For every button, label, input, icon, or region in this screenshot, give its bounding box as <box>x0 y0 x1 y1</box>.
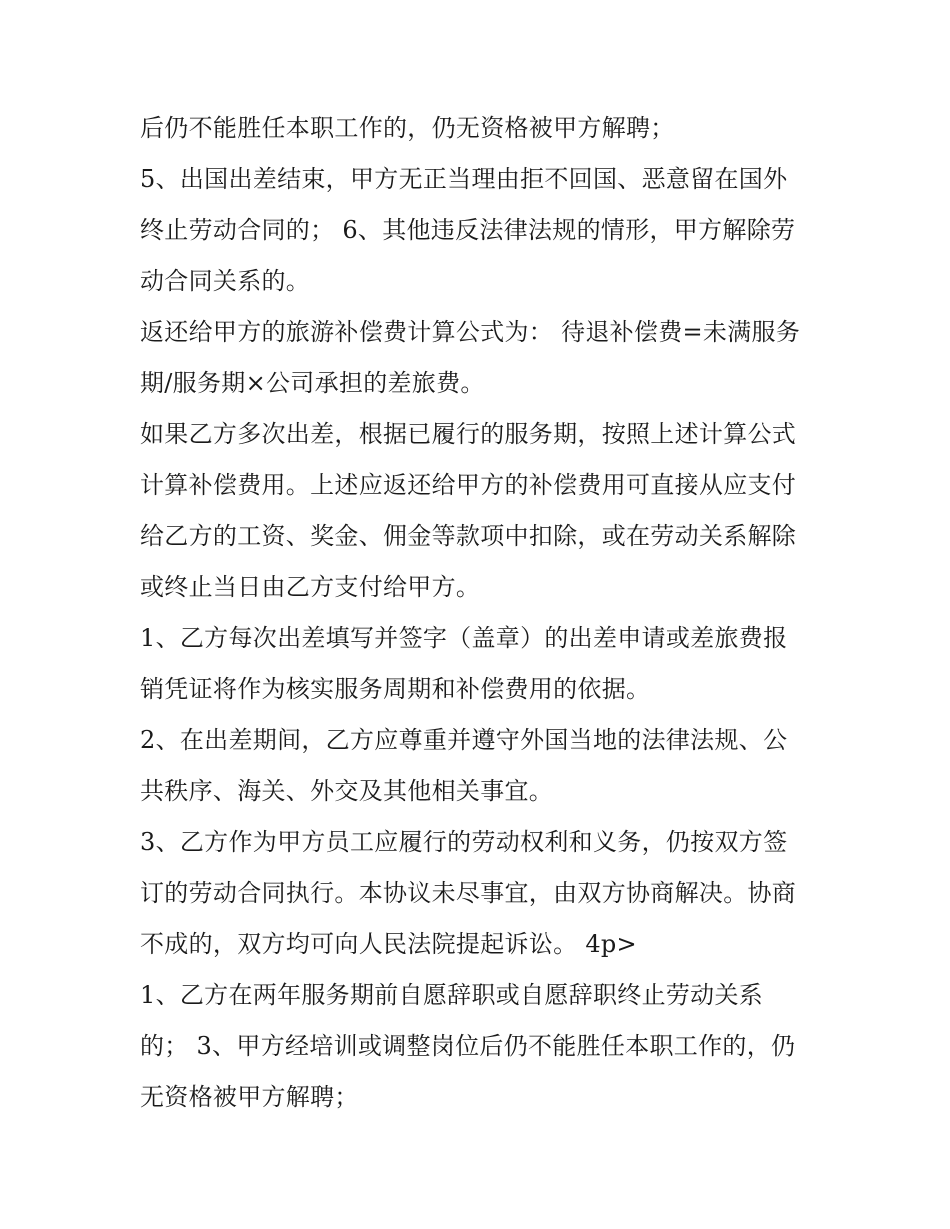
text-line: 返还给甲方的旅游补偿费计算公式为： 待退补偿费=未满服务 <box>140 318 801 346</box>
text-line: 期/服务期×公司承担的差旅费。 <box>140 369 485 397</box>
text-line: 的； 3、甲方经培训或调整岗位后仍不能胜任本职工作的，仍 <box>140 1032 796 1060</box>
text-line: 或终止当日由乙方支付给甲方。 <box>140 573 481 601</box>
text-line: 不成的，双方均可向人民法院提起诉讼。 4p> <box>140 930 637 958</box>
text-line: 1、乙方在两年服务期前自愿辞职或自愿辞职终止劳动关系 <box>140 981 764 1009</box>
text-line: 5、出国出差结束，甲方无正当理由拒不回国、恶意留在国外 <box>140 165 788 193</box>
text-line: 后仍不能胜任本职工作的，仍无资格被甲方解聘； <box>140 114 675 142</box>
text-line: 计算补偿费用。上述应返还给甲方的补偿费用可直接从应支付 <box>140 471 797 499</box>
text-line: 1、乙方每次出差填写并签字（盖章）的出差申请或差旅费报 <box>140 624 788 652</box>
text-line: 给乙方的工资、奖金、佣金等款项中扣除，或在劳动关系解除 <box>140 522 797 550</box>
text-line: 2、在出差期间，乙方应尊重并遵守外国当地的法律法规、公 <box>140 726 788 754</box>
text-line: 动合同关系的。 <box>140 267 311 295</box>
text-line: 终止劳动合同的； 6、其他违反法律法规的情形，甲方解除劳 <box>140 216 796 244</box>
text-line: 订的劳动合同执行。本协议未尽事宜，由双方协商解决。协商 <box>140 879 797 907</box>
document-body <box>140 103 820 1123</box>
text-line: 3、乙方作为甲方员工应履行的劳动权利和义务，仍按双方签 <box>140 828 788 856</box>
text-line: 销凭证将作为核实服务周期和补偿费用的依据。 <box>140 675 651 703</box>
text-line: 如果乙方多次出差，根据已履行的服务期，按照上述计算公式 <box>140 420 797 448</box>
text-line: 无资格被甲方解聘； <box>140 1083 359 1111</box>
text-line: 共秩序、海关、外交及其他相关事宜。 <box>140 777 554 805</box>
